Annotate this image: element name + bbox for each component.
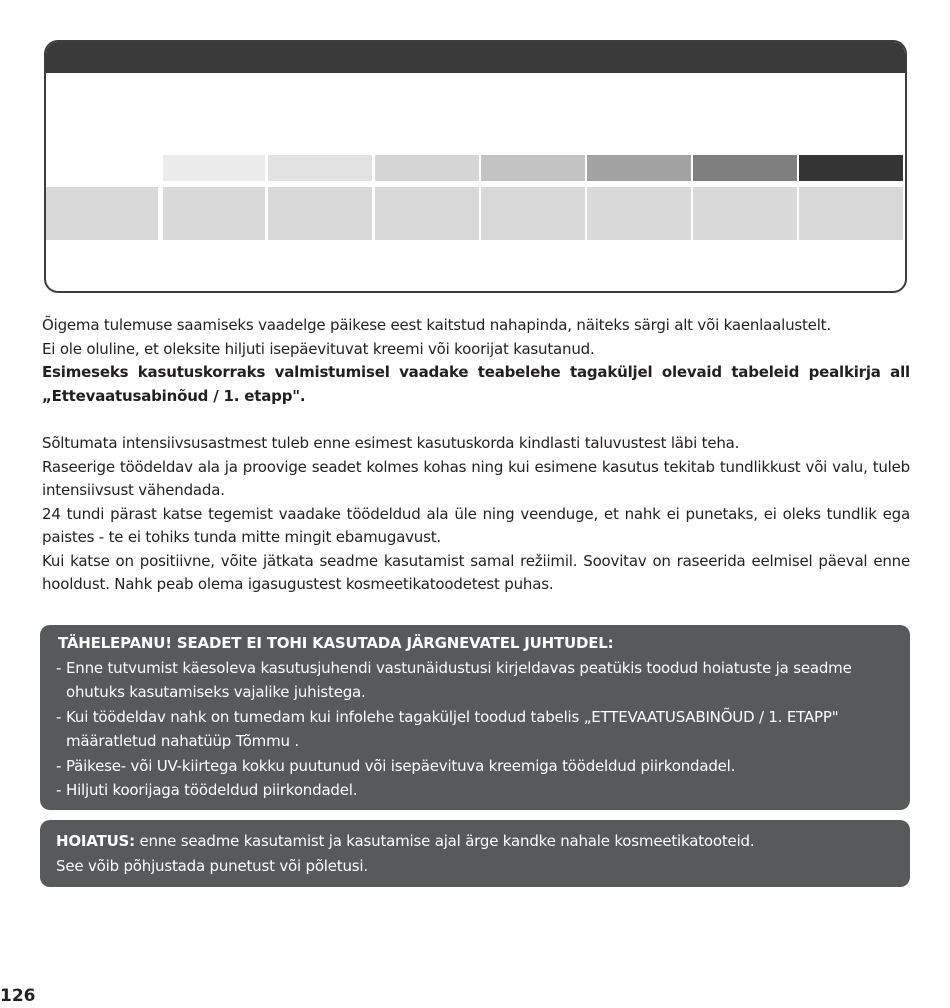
paragraph: Sõltumata intensiivsusastmest tuleb enne esimest kasutuskorda kindlasti taluvustest läbi teha. xyxy=(42,434,740,452)
warning-item-text: Päikese- või UV-kiirtega kokku puutunud või isepäevituva kreemiga töödeldud piirkondadel. xyxy=(66,756,736,775)
swatch-1 xyxy=(163,155,265,181)
warning-item xyxy=(56,754,894,779)
table-cell xyxy=(799,187,903,240)
swatch-4 xyxy=(481,155,585,181)
bullet-dash: - xyxy=(56,658,62,677)
hoiatus-label: HOIATUS: xyxy=(56,832,135,850)
paragraph: Õigema tulemuse saamiseks vaadelge päikese eest kaitstud nahapinda, näiteks särgi alt või kaenlaalustelt. xyxy=(42,316,831,334)
paragraph: Raseerige töödeldav ala ja proovige seadet kolmes kohas ning kui esimene kasutus tekitab tundlikkust või valu, tuleb intensiivsust vähendada. xyxy=(42,457,910,499)
bullet-dash: - xyxy=(56,756,62,775)
table-cell xyxy=(481,187,585,240)
hoiatus-line-2: See võib põhjustada punetust või põletusi. xyxy=(56,856,368,875)
warning-item xyxy=(56,778,894,803)
bold-paragraph: Esimeseks kasutuskorraks valmistumisel vaadake teabelehe tagaküljel olevaid tabeleid pealkirja all „Ettevaatusabinõud / 1. etapp". xyxy=(42,363,910,405)
hoiatus-line xyxy=(56,829,894,854)
body-text xyxy=(42,314,910,597)
table-cell xyxy=(375,187,479,240)
bullet-dash: - xyxy=(56,781,62,799)
row-label-cell xyxy=(46,187,158,240)
table-header-bar xyxy=(46,42,905,73)
paragraph: 24 tundi pärast katse tegemist vaadake töödeldud ala üle ning veenduge, et nahk ei punetaks, ei oleks tundlik ega paistes - te ei tohiks tunda mitte mingit ebamugavust. xyxy=(42,504,910,546)
hoiatus-text: enne seadme kasutamist ja kasutamise ajal ärge kandke nahale kosmeetikatooteid. xyxy=(134,832,755,850)
warning-item-text: Kui töödeldav nahk on tumedam kui infolehe tagaküljel toodud tabelis „ETTEVAATUSABINÕUD / 1. ETAPP" määratletud nahatüüp Tõmmu . xyxy=(66,707,839,750)
warning-item xyxy=(56,656,894,705)
warning-box xyxy=(40,625,910,810)
skin-tone-table xyxy=(44,40,907,293)
warning-item xyxy=(56,705,894,754)
table-cell xyxy=(163,187,265,240)
paragraph: Ei ole oluline, et oleksite hiljuti isepäevituvat kreemi või koorijat kasutanud. xyxy=(42,339,595,358)
swatch-3 xyxy=(375,155,479,181)
swatch-2 xyxy=(268,155,372,181)
bullet-dash: - xyxy=(56,707,62,726)
table-cell xyxy=(587,187,691,240)
page-number: 126 xyxy=(0,986,36,1006)
warning-item-text: Enne tutvumist käesoleva kasutusjuhendi vastunäidustusi kirjeldavas peatükis toodud hoiatuste ja seadme ohutuks kasutamiseks vajalike juhistega. xyxy=(66,658,852,701)
warning-title: TÄHELEPANU! SEADET EI TOHI KASUTADA JÄRGNEVATEL JUHTUDEL: xyxy=(58,634,614,652)
paragraph: Kui katse on positiivne, võite jätkata seadme kasutamist samal režiimil. Soovitav on raseerida eelmisel päeval enne hooldust. Nahk peab olema igasugustest kosmeetikatoodetest puhas. xyxy=(42,551,910,593)
table-cell xyxy=(693,187,797,240)
warning-item-text: Hiljuti koorijaga töödeldud piirkondadel. xyxy=(66,781,358,799)
table-cell xyxy=(268,187,372,240)
swatch-7 xyxy=(799,155,903,181)
hoiatus-box xyxy=(40,820,910,887)
swatch-5 xyxy=(587,155,691,181)
swatch-6 xyxy=(693,155,797,181)
